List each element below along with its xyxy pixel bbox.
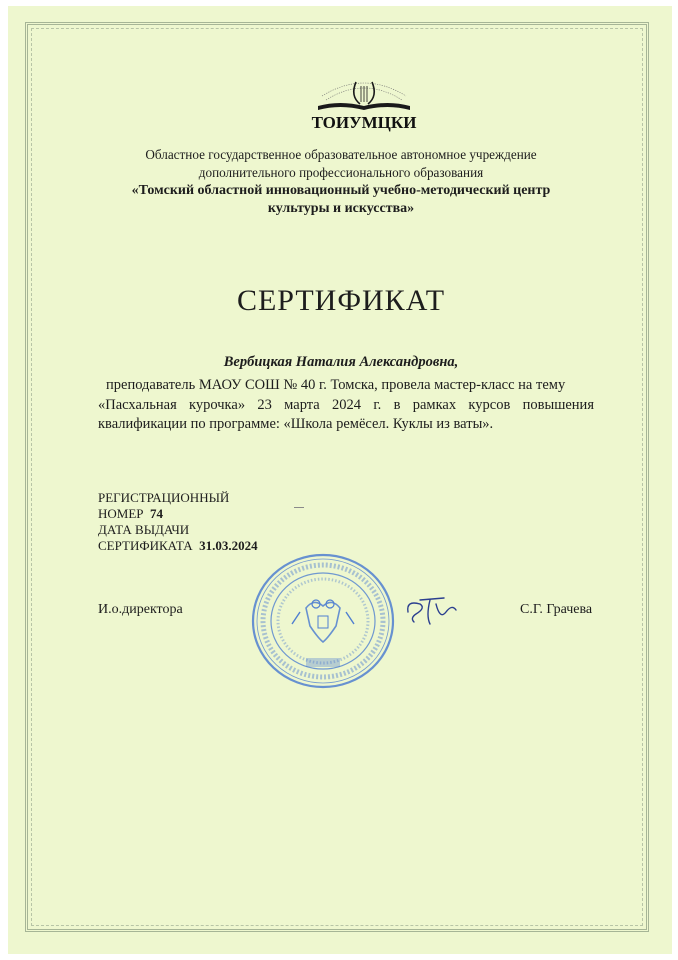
org-type-line2: дополнительного профессионального образования — [198, 165, 484, 180]
body-line-1: преподаватель МАОУ СОШ № 40 г. Томска, провела мастер-класс на тему — [106, 377, 566, 393]
signature-icon — [404, 590, 464, 630]
issue-date-label: СЕРТИФИКАТА — [98, 538, 193, 553]
registration-number-value: 74 — [150, 506, 164, 521]
org-type-line1: Областное государственное образовательное автономное учреждение — [145, 147, 537, 162]
signatory-position: И.о.директора — [98, 602, 183, 617]
certificate-page — [8, 6, 672, 954]
body-line-2: «Пасхальная курочка» 23 марта 2024 г. в рамках курсов повышения — [98, 397, 594, 413]
divider-mark — [294, 507, 304, 508]
organization-logo — [304, 66, 424, 136]
issue-date-value: 31.03.2024 — [199, 538, 258, 553]
official-stamp — [248, 546, 398, 696]
body-line-3: квалификации по программе: «Школа ремёсел. Куклы из ваты». — [98, 416, 494, 432]
recipient-name: Вербицкая Наталия Александровна, — [223, 354, 459, 370]
issue-date-label-line1: ДАТА ВЫДАЧИ — [98, 522, 190, 537]
lyre-book-emblem-icon — [304, 66, 424, 136]
handwritten-signature — [404, 590, 464, 630]
org-name-line1: «Томский областной инновационный учебно-методический центр — [131, 183, 551, 198]
seal-icon — [248, 546, 398, 696]
registration-number — [98, 506, 163, 522]
registration-number-label: НОМЕР — [98, 506, 144, 521]
signatory-name: С.Г. Грачева — [520, 602, 593, 617]
logo-wordmark: ТОИУМЦКИ — [311, 113, 417, 132]
org-name-line2: культуры и искусства» — [267, 201, 415, 216]
registration-label-line1: РЕГИСТРАЦИОННЫЙ — [98, 490, 230, 505]
issue-date — [98, 538, 258, 554]
certificate-title: СЕРТИФИКАТ — [236, 284, 446, 317]
